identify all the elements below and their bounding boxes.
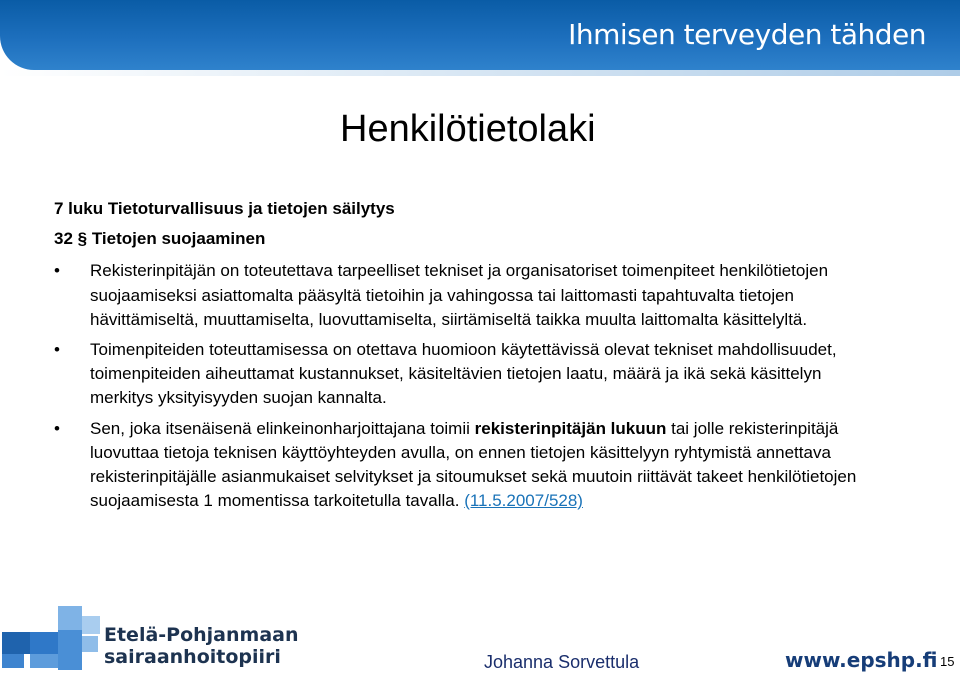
header-tagline: Ihmisen terveyden tähden xyxy=(568,18,926,51)
bullet-text-end: tai jolle rekisterinpitäjä luovuttaa tietoja teknisen käyttöyhteyden avulla, on ennen tietojen käsittelyyn ryhtymistä annettava rekisterinpitäjälle asianmukaiset selvitykset ja sitoumukset sekä muutoin riittävät takeet henkilötietojen suojaamisesta 1 momentissa tarkoitetulla tavalla. xyxy=(90,418,857,511)
section-title: Tietojen suojaaminen xyxy=(91,229,266,249)
chapter-heading: 7 luku Tietoturvallisuus ja tietojen säilytys xyxy=(54,199,395,218)
statute-link[interactable]: (11.5.2007/528) xyxy=(464,491,583,511)
bullet-item xyxy=(54,338,884,411)
website-url[interactable]: www.epshp.fi xyxy=(785,648,938,672)
bullet-dot: • xyxy=(54,261,60,281)
bullet-dot: • xyxy=(54,418,60,438)
slide-content xyxy=(54,197,884,519)
logo-line-2: sairaanhoitopiiri xyxy=(104,646,281,668)
author-name: Johanna Sorvettula xyxy=(484,652,640,672)
bullet-item xyxy=(54,259,884,332)
bullet-item xyxy=(54,417,884,514)
section-heading xyxy=(54,227,884,251)
bullet-dot: • xyxy=(54,340,60,360)
bullet-text: Toimenpiteiden toteuttamisessa on otettava huomioon käytettävissä olevat tekniset mahdollisuudet, toimenpiteiden aiheuttamat kustannukset, käsiteltävien tietojen laatu, määrä ja ikä sekä käsittelyn merkitys yksityisyyden suojan kannalta. xyxy=(90,340,837,408)
section-number: 32 xyxy=(54,229,73,249)
page-number: 15 xyxy=(940,654,955,669)
hospital-district-name xyxy=(104,624,299,668)
bullet-text: Rekisterinpitäjän on toteutettava tarpeelliset tekniset ja organisatoriset toimenpiteet henkilötietojen suojaamiseksi asiattomalta pääsyltä tietoihin ja vahingossa tai laittomasti tapahtuvalta tietojen hävittämiseltä, muuttamiselta, luovuttamiselta, siirtämiseltä taikka muulta laittomalta käsittelyltä. xyxy=(90,261,829,329)
bullet-text-bold: rekisterinpitäjän lukuun xyxy=(474,418,667,438)
header-bar xyxy=(0,0,960,70)
bullet-text-start: Sen, joka itsenäisenä elinkeinonharjoittajana toimii xyxy=(90,418,475,438)
logo-line-1: Etelä-Pohjanmaan xyxy=(104,624,299,646)
bullet-list xyxy=(54,259,884,513)
section-sign: § xyxy=(77,229,88,249)
slide-title: Henkilötietolaki xyxy=(340,108,596,150)
